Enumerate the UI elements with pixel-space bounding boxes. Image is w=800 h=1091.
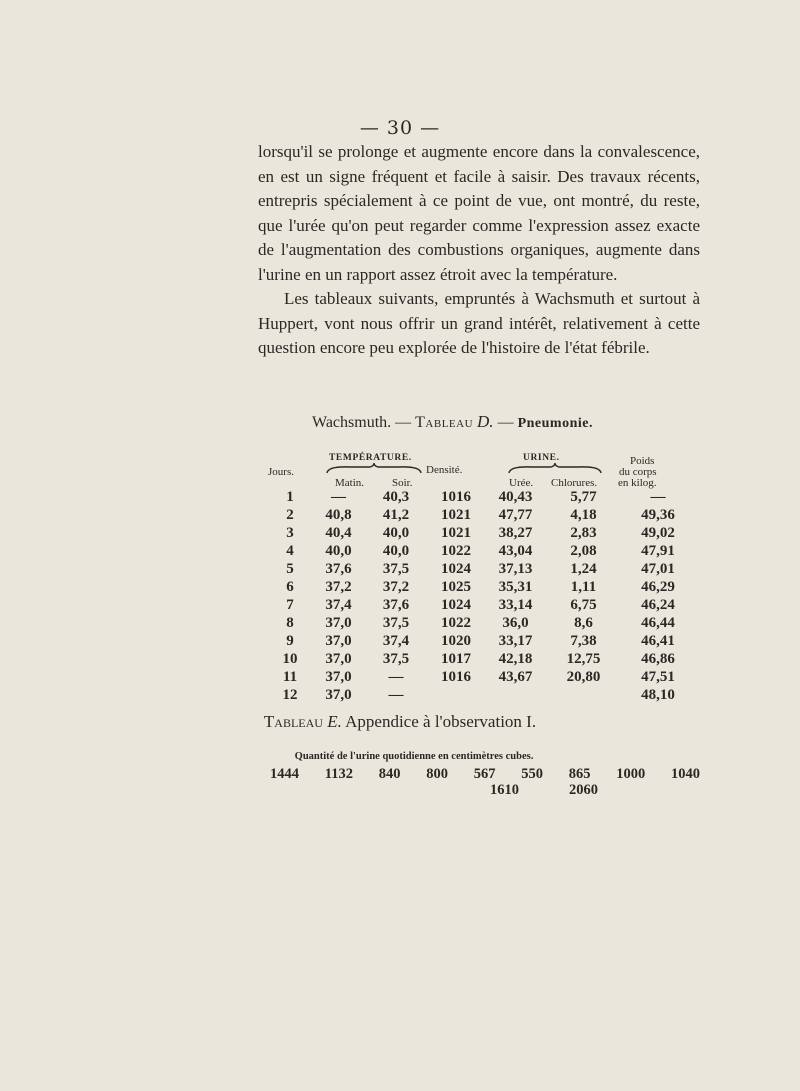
cell-weight: 47,01 — [641, 561, 675, 577]
appendix-label: Tableau — [263, 712, 323, 731]
header-morning: Matin. — [335, 477, 365, 489]
cell-weight: 46,24 — [641, 597, 675, 613]
cell-temp-evening: 40,0 — [382, 543, 410, 559]
table-row — [270, 650, 693, 668]
cell-temp-morning: 40,8 — [325, 507, 352, 523]
cell-day: 7 — [286, 597, 294, 613]
cell-day: 9 — [286, 633, 294, 649]
body-text — [258, 140, 700, 361]
page-number: — 30 — — [359, 117, 441, 139]
cell-day: 2 — [286, 507, 294, 523]
table-d — [270, 488, 693, 704]
table-row — [270, 578, 693, 596]
cell-chlorides: 1,11 — [570, 579, 597, 595]
header-weight-line2: du corps — [619, 466, 657, 478]
header-density: Densité. — [426, 464, 463, 476]
cell-temp-evening: 40,0 — [382, 525, 410, 541]
cell-urea: 43,04 — [498, 543, 533, 559]
table-row — [270, 632, 693, 650]
cell-temp-evening: 40,3 — [382, 489, 410, 505]
table-row — [270, 560, 693, 578]
cell-temp-evening: 41,2 — [382, 507, 410, 523]
cell-weight: — — [650, 489, 666, 505]
cell-temp-evening: 37,5 — [382, 615, 410, 631]
urine-quantity-value: 1444 — [270, 766, 299, 782]
cell-temp-morning: 40,4 — [325, 525, 352, 541]
urine-quantity-value: 1000 — [616, 766, 646, 782]
cell-temp-morning: 37,0 — [325, 669, 352, 685]
cell-urea: 36,0 — [502, 615, 529, 631]
cell-day: 11 — [282, 669, 298, 685]
cell-temp-morning: — — [331, 489, 346, 505]
cell-chlorides: 6,75 — [570, 597, 597, 613]
cell-temp-morning: 37,0 — [325, 633, 352, 649]
cell-weight: 46,29 — [641, 579, 675, 595]
cell-day: 8 — [286, 615, 294, 631]
urine-brace — [508, 462, 602, 474]
cell-day: 1 — [286, 489, 294, 505]
cell-weight: 46,41 — [641, 633, 675, 649]
paragraph-1: lorsqu'il se prolonge et augmente encore dans la convalescence, en est un signe fréquent et facile à saisir. Des travaux récents, entrepris spécialement à ce point de vue, ont montré, du reste, que l'urée qu'on peut regarder comme l'expression assez exacte de l'augmentation des combustions organiques, augmente dans l'urine en un rapport assez étroit avec la température. — [258, 142, 700, 284]
table-d-title — [312, 412, 593, 432]
header-weight-line3: en kilog. — [618, 477, 657, 489]
table-row — [270, 488, 693, 506]
cell-chlorides: 20,80 — [566, 669, 601, 685]
urine-quantity-value: 840 — [378, 766, 401, 782]
cell-temp-evening: — — [388, 669, 404, 685]
cell-density: 1022 — [441, 543, 471, 559]
table-d-dash: — — [497, 414, 514, 431]
header-days: Jours. — [268, 466, 294, 478]
cell-day: 10 — [282, 651, 298, 667]
cell-temp-morning: 37,4 — [325, 597, 352, 613]
cell-temp-morning: 37,6 — [325, 561, 352, 577]
urine-quantity-value: 567 — [473, 766, 496, 782]
temperature-brace — [326, 462, 422, 474]
cell-temp-evening: 37,6 — [382, 597, 410, 613]
appendix-values-row2 — [490, 782, 598, 799]
appendix-title — [0, 712, 800, 732]
cell-density: 1020 — [441, 633, 471, 649]
cell-day: 12 — [282, 687, 298, 703]
urine-quantity-value: 1040 — [670, 766, 700, 782]
cell-urea — [487, 686, 544, 704]
cell-weight: 47,91 — [641, 543, 675, 559]
cell-temp-evening: 37,4 — [382, 633, 410, 649]
cell-weight: 46,44 — [641, 615, 675, 631]
cell-temp-evening: 37,2 — [382, 579, 410, 595]
cell-density: 1024 — [441, 561, 471, 577]
urine-quantity-value: 1132 — [324, 766, 353, 782]
cell-temp-morning: 37,0 — [325, 651, 352, 667]
cell-urea: 38,27 — [498, 525, 533, 541]
cell-density: 1016 — [441, 669, 471, 685]
cell-density: 1016 — [441, 489, 471, 505]
cell-chlorides: 4,18 — [570, 507, 597, 523]
urine-quantity-value: 865 — [568, 766, 591, 782]
table-d-letter: D. — [477, 412, 494, 431]
table-row — [270, 614, 693, 632]
table-d-subject: Pneumonie. — [517, 416, 593, 431]
cell-chlorides: 8,6 — [574, 615, 593, 631]
cell-weight: 49,36 — [641, 507, 675, 523]
cell-urea: 33,14 — [498, 597, 533, 613]
appendix-caption: Quantité de l'urine quotidienne en centimètres cubes. — [294, 751, 534, 762]
cell-density — [425, 686, 487, 704]
table-row — [270, 542, 693, 560]
cell-density: 1022 — [441, 615, 471, 631]
cell-weight: 46,86 — [641, 651, 675, 667]
header-chlorides: Chlorures. — [551, 477, 598, 489]
appendix-values-row1 — [270, 766, 700, 783]
urine-quantity-value: 2060 — [569, 782, 598, 798]
cell-chlorides: 1,24 — [570, 561, 597, 577]
header-evening: Soir. — [392, 477, 413, 489]
table-row — [270, 686, 693, 704]
table-d-label: Tableau — [415, 414, 474, 431]
cell-chlorides — [544, 686, 623, 704]
header-urine: URINE. — [523, 453, 560, 463]
cell-chlorides: 5,77 — [570, 489, 597, 505]
cell-density: 1021 — [441, 525, 471, 541]
table-row — [270, 524, 693, 542]
cell-temp-morning: 40,0 — [325, 543, 352, 559]
header-weight-line1: Poids — [630, 455, 655, 467]
cell-chlorides: 2,08 — [570, 543, 597, 559]
cell-temp-morning: 37,0 — [325, 687, 352, 703]
header-urea: Urée. — [509, 477, 534, 489]
cell-temp-evening: — — [388, 687, 404, 703]
header-temperature: TEMPÉRATURE. — [329, 453, 412, 463]
cell-day: 6 — [286, 579, 294, 595]
cell-temp-evening: 37,5 — [382, 561, 410, 577]
table-d-author: Wachsmuth. — — [312, 414, 412, 431]
appendix-subtitle: Appendice à l'observation I. — [345, 712, 537, 731]
appendix-letter: E. — [327, 712, 342, 731]
cell-urea: 35,31 — [498, 579, 533, 595]
cell-density: 1025 — [441, 579, 471, 595]
urine-quantity-value: 800 — [426, 766, 448, 782]
urine-quantity-value: 1610 — [490, 782, 519, 798]
cell-weight: 48,10 — [641, 687, 675, 703]
cell-day: 5 — [286, 561, 294, 577]
cell-urea: 40,43 — [498, 489, 533, 505]
cell-chlorides: 7,38 — [570, 633, 597, 649]
cell-urea: 42,18 — [498, 651, 533, 667]
urine-quantity-value: 550 — [521, 766, 543, 782]
cell-urea: 43,67 — [498, 669, 533, 685]
table-row — [270, 668, 693, 686]
cell-day: 4 — [286, 543, 294, 559]
cell-density: 1021 — [441, 507, 471, 523]
cell-chlorides: 12,75 — [566, 651, 601, 667]
cell-weight: 49,02 — [641, 525, 675, 541]
table-row — [270, 596, 693, 614]
table-row — [270, 506, 693, 524]
cell-day: 3 — [286, 525, 294, 541]
paragraph-2: Les tableaux suivants, empruntés à Wachsmuth et surtout à Huppert, vont nous offrir un grand intérêt, relativement à cette question encore peu explorée de l'histoire de l'état fébrile. — [258, 289, 700, 357]
cell-temp-evening: 37,5 — [382, 651, 410, 667]
cell-density: 1017 — [441, 651, 471, 667]
cell-urea: 47,77 — [498, 507, 533, 523]
cell-density: 1024 — [441, 597, 471, 613]
cell-urea: 33,17 — [498, 633, 533, 649]
cell-urea: 37,13 — [498, 561, 533, 577]
cell-temp-morning: 37,2 — [325, 579, 352, 595]
cell-temp-morning: 37,0 — [325, 615, 352, 631]
cell-weight: 47,51 — [641, 669, 675, 685]
cell-chlorides: 2,83 — [570, 525, 597, 541]
